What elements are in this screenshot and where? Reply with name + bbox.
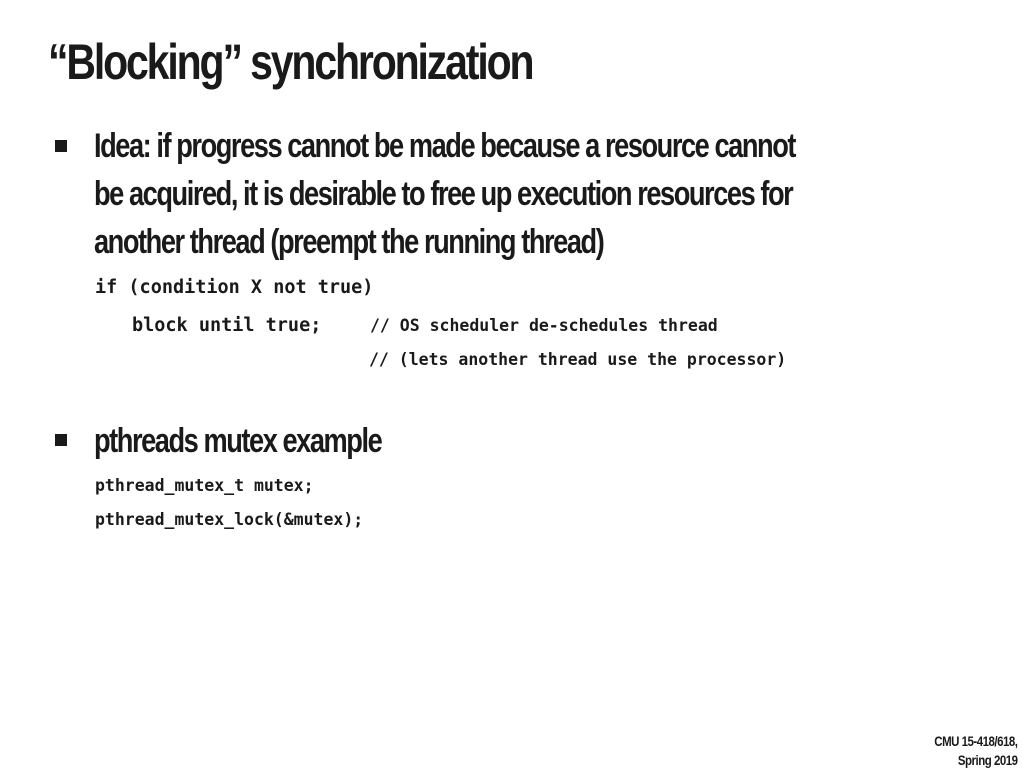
bullet-square-icon (55, 140, 67, 152)
code-comment-deschedule: // OS scheduler de-schedules thread (370, 316, 718, 335)
bullet-1-line-1: Idea: if progress cannot be made because a resource cannot (94, 127, 796, 165)
footer-course: CMU 15-418/618, (934, 733, 1018, 749)
slide-footer (935, 732, 1018, 770)
code-if-condition: if (condition X not true) (95, 277, 374, 298)
code-mutex-lock: pthread_mutex_lock(&mutex); (95, 510, 364, 529)
footer-term: Spring 2019 (958, 752, 1018, 768)
slide-title: “Blocking” synchronization (48, 34, 533, 90)
bullet-1-line-2: be acquired, it is desirable to free up execution resources for (94, 175, 793, 213)
code-comment-processor: // (lets another thread use the processor) (369, 350, 787, 369)
bullet-2-line-1: pthreads mutex example (94, 422, 382, 460)
bullet-1-line-3: another thread (preempt the running thread) (94, 223, 604, 261)
bullet-square-icon (55, 434, 67, 446)
code-mutex-declaration: pthread_mutex_t mutex; (95, 476, 314, 495)
code-block-until-true: block until true; (132, 315, 322, 336)
